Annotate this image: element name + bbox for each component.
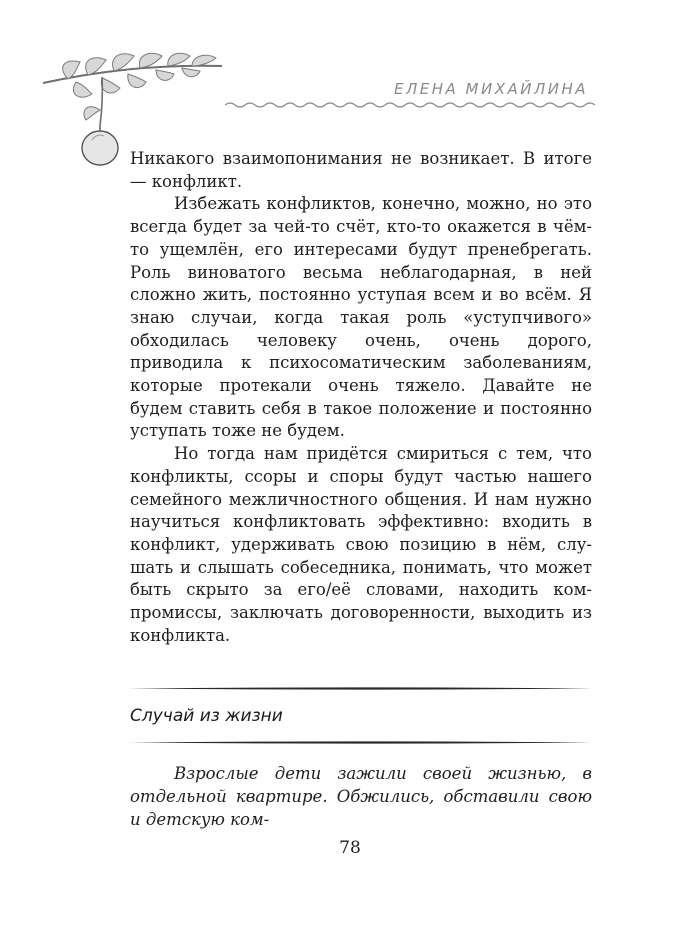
case-text: Взрослые дети зажили своей жизнью, в отдельной квартире. Обжились, обставили свою и детскую ком- bbox=[130, 764, 592, 829]
header-wavy-rule bbox=[225, 100, 595, 110]
case-heading: Случай из жизни bbox=[130, 706, 283, 726]
main-text bbox=[130, 148, 592, 647]
section-rule-top bbox=[128, 686, 593, 691]
paragraph: Избежать конфликтов, конечно, можно, но это всегда будет за чей-то счёт, кто-то окажется в чём-то ущемлён, его интересами будут пренебрегать. Роль виноватого весьма неблагодарная, в ней сложно жить, постоянно уступая всем и во всём. Я знаю случаи, когда такая роль «уступчивого» обходилась человеку очень, очень дорого, приводила к психосоматическим заболеваниям, которые протекали очень тяжело. Давайте не будем ставить себя в такое положение и постоянно уступать тоже не будем. bbox=[130, 194, 592, 441]
running-header bbox=[0, 0, 700, 160]
running-header-author: ЕЛЕНА МИХАЙЛИНА bbox=[393, 80, 588, 98]
paragraph: Но тогда нам придётся смириться с тем, что конфликты, ссоры и споры будут частью нашего семейного межличностного общения. И нам нужно научиться конфликтовать эффективно: входить в конфликт, удерживать свою позицию в нём, слушать и слышать собеседника, понимать, что может быть скрыто за его/её словами, находить компромиссы, заключать договоренности, выходить из конфликта. bbox=[130, 444, 592, 645]
section-rule-bottom bbox=[128, 740, 593, 745]
paragraph: Никакого взаимопонимания не возникает. В итоге — конфликт. bbox=[130, 149, 592, 191]
page-number: 78 bbox=[339, 838, 361, 858]
